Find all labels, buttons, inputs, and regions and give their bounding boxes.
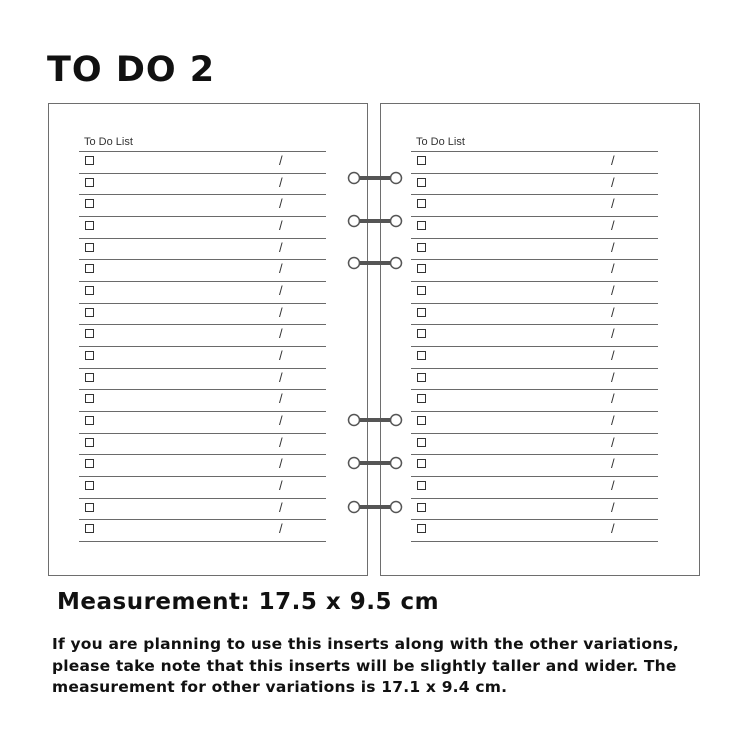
- date-slash: /: [611, 196, 615, 212]
- date-slash: /: [279, 412, 283, 428]
- todo-row: [411, 173, 658, 195]
- date-slash: /: [611, 434, 615, 450]
- checkbox-icon[interactable]: [85, 329, 94, 338]
- todo-row: [79, 498, 326, 520]
- date-slash: /: [611, 412, 615, 428]
- date-slash: /: [279, 174, 283, 190]
- note-text: If you are planning to use this inserts along with the other variations, please take note that this inserts will be slightly taller and wider. The measurement for other variations is 17.1 x 9.4 cm.: [52, 635, 679, 696]
- date-slash: /: [279, 521, 283, 537]
- date-slash: /: [611, 174, 615, 190]
- todo-row: [79, 519, 326, 542]
- checkbox-icon[interactable]: [85, 438, 94, 447]
- date-slash: /: [279, 434, 283, 450]
- todo-row: [411, 389, 658, 411]
- todo-row: [411, 433, 658, 455]
- todo-row: [411, 498, 658, 520]
- left-todo-list: [79, 151, 326, 542]
- checkbox-icon[interactable]: [85, 416, 94, 425]
- right-page-heading: To Do List: [416, 136, 465, 148]
- measurement-text: Measurement: 17.5 x 9.5 cm: [57, 589, 440, 615]
- todo-row: [411, 259, 658, 281]
- date-slash: /: [611, 521, 615, 537]
- date-slash: /: [279, 217, 283, 233]
- checkbox-icon[interactable]: [417, 438, 426, 447]
- checkbox-icon[interactable]: [417, 329, 426, 338]
- checkbox-icon[interactable]: [85, 373, 94, 382]
- date-slash: /: [279, 391, 283, 407]
- left-insert-page: [48, 103, 368, 576]
- date-slash: /: [279, 304, 283, 320]
- checkbox-icon[interactable]: [417, 416, 426, 425]
- todo-row: [411, 324, 658, 346]
- todo-row: [411, 303, 658, 325]
- todo-row: [79, 324, 326, 346]
- todo-row: [79, 368, 326, 390]
- checkbox-icon[interactable]: [417, 178, 426, 187]
- checkbox-icon[interactable]: [85, 351, 94, 360]
- todo-row: [411, 281, 658, 303]
- checkbox-icon[interactable]: [417, 503, 426, 512]
- date-slash: /: [279, 239, 283, 255]
- checkbox-icon[interactable]: [85, 481, 94, 490]
- checkbox-icon[interactable]: [417, 308, 426, 317]
- right-todo-list: [411, 151, 658, 542]
- todo-row: [411, 346, 658, 368]
- checkbox-icon[interactable]: [85, 459, 94, 468]
- date-slash: /: [611, 261, 615, 277]
- checkbox-icon[interactable]: [85, 264, 94, 273]
- todo-row: [79, 454, 326, 476]
- binder-ring-icon: [345, 168, 405, 188]
- todo-row: [411, 411, 658, 433]
- date-slash: /: [279, 282, 283, 298]
- date-slash: /: [279, 499, 283, 515]
- todo-row: [411, 476, 658, 498]
- checkbox-icon[interactable]: [417, 373, 426, 382]
- date-slash: /: [611, 217, 615, 233]
- binder-ring-icon: [345, 410, 405, 430]
- checkbox-icon[interactable]: [417, 264, 426, 273]
- date-slash: /: [611, 282, 615, 298]
- checkbox-icon[interactable]: [85, 156, 94, 165]
- checkbox-icon[interactable]: [417, 524, 426, 533]
- todo-row: [79, 411, 326, 433]
- todo-row: [411, 368, 658, 390]
- date-slash: /: [279, 347, 283, 363]
- todo-row: [79, 476, 326, 498]
- date-slash: /: [279, 456, 283, 472]
- date-slash: /: [611, 499, 615, 515]
- date-slash: /: [611, 477, 615, 493]
- date-slash: /: [611, 326, 615, 342]
- todo-row: [79, 194, 326, 216]
- todo-row: [79, 216, 326, 238]
- checkbox-icon[interactable]: [85, 243, 94, 252]
- date-slash: /: [279, 261, 283, 277]
- page-title: TO DO 2: [47, 50, 216, 90]
- date-slash: /: [611, 239, 615, 255]
- checkbox-icon[interactable]: [417, 156, 426, 165]
- todo-row: [411, 519, 658, 542]
- checkbox-icon[interactable]: [417, 243, 426, 252]
- todo-row: [79, 303, 326, 325]
- todo-row: [79, 151, 326, 173]
- checkbox-icon[interactable]: [417, 481, 426, 490]
- checkbox-icon[interactable]: [417, 394, 426, 403]
- checkbox-icon[interactable]: [417, 351, 426, 360]
- todo-row: [411, 238, 658, 260]
- todo-row: [411, 151, 658, 173]
- binder-ring-icon: [345, 497, 405, 517]
- checkbox-icon[interactable]: [85, 286, 94, 295]
- checkbox-icon[interactable]: [85, 178, 94, 187]
- date-slash: /: [279, 153, 283, 168]
- date-slash: /: [611, 456, 615, 472]
- todo-row: [411, 216, 658, 238]
- binder-rings: [345, 160, 405, 520]
- todo-row: [79, 238, 326, 260]
- date-slash: /: [611, 304, 615, 320]
- left-page-heading: To Do List: [84, 136, 133, 148]
- checkbox-icon[interactable]: [417, 459, 426, 468]
- date-slash: /: [611, 391, 615, 407]
- binder-ring-icon: [345, 211, 405, 231]
- binder-ring-icon: [345, 253, 405, 273]
- date-slash: /: [279, 196, 283, 212]
- date-slash: /: [279, 369, 283, 385]
- checkbox-icon[interactable]: [85, 524, 94, 533]
- todo-row: [79, 259, 326, 281]
- date-slash: /: [279, 326, 283, 342]
- date-slash: /: [279, 477, 283, 493]
- todo-row: [79, 389, 326, 411]
- checkbox-icon[interactable]: [85, 394, 94, 403]
- checkbox-icon[interactable]: [417, 199, 426, 208]
- date-slash: /: [611, 347, 615, 363]
- todo-row: [411, 194, 658, 216]
- checkbox-icon[interactable]: [85, 308, 94, 317]
- checkbox-icon[interactable]: [85, 199, 94, 208]
- checkbox-icon[interactable]: [85, 221, 94, 230]
- todo-row: [79, 433, 326, 455]
- todo-row: [79, 173, 326, 195]
- checkbox-icon[interactable]: [417, 286, 426, 295]
- todo-row: [79, 281, 326, 303]
- todo-row: [79, 346, 326, 368]
- right-insert-page: [380, 103, 700, 576]
- date-slash: /: [611, 369, 615, 385]
- binder-ring-icon: [345, 453, 405, 473]
- checkbox-icon[interactable]: [417, 221, 426, 230]
- todo-row: [411, 454, 658, 476]
- checkbox-icon[interactable]: [85, 503, 94, 512]
- date-slash: /: [611, 153, 615, 168]
